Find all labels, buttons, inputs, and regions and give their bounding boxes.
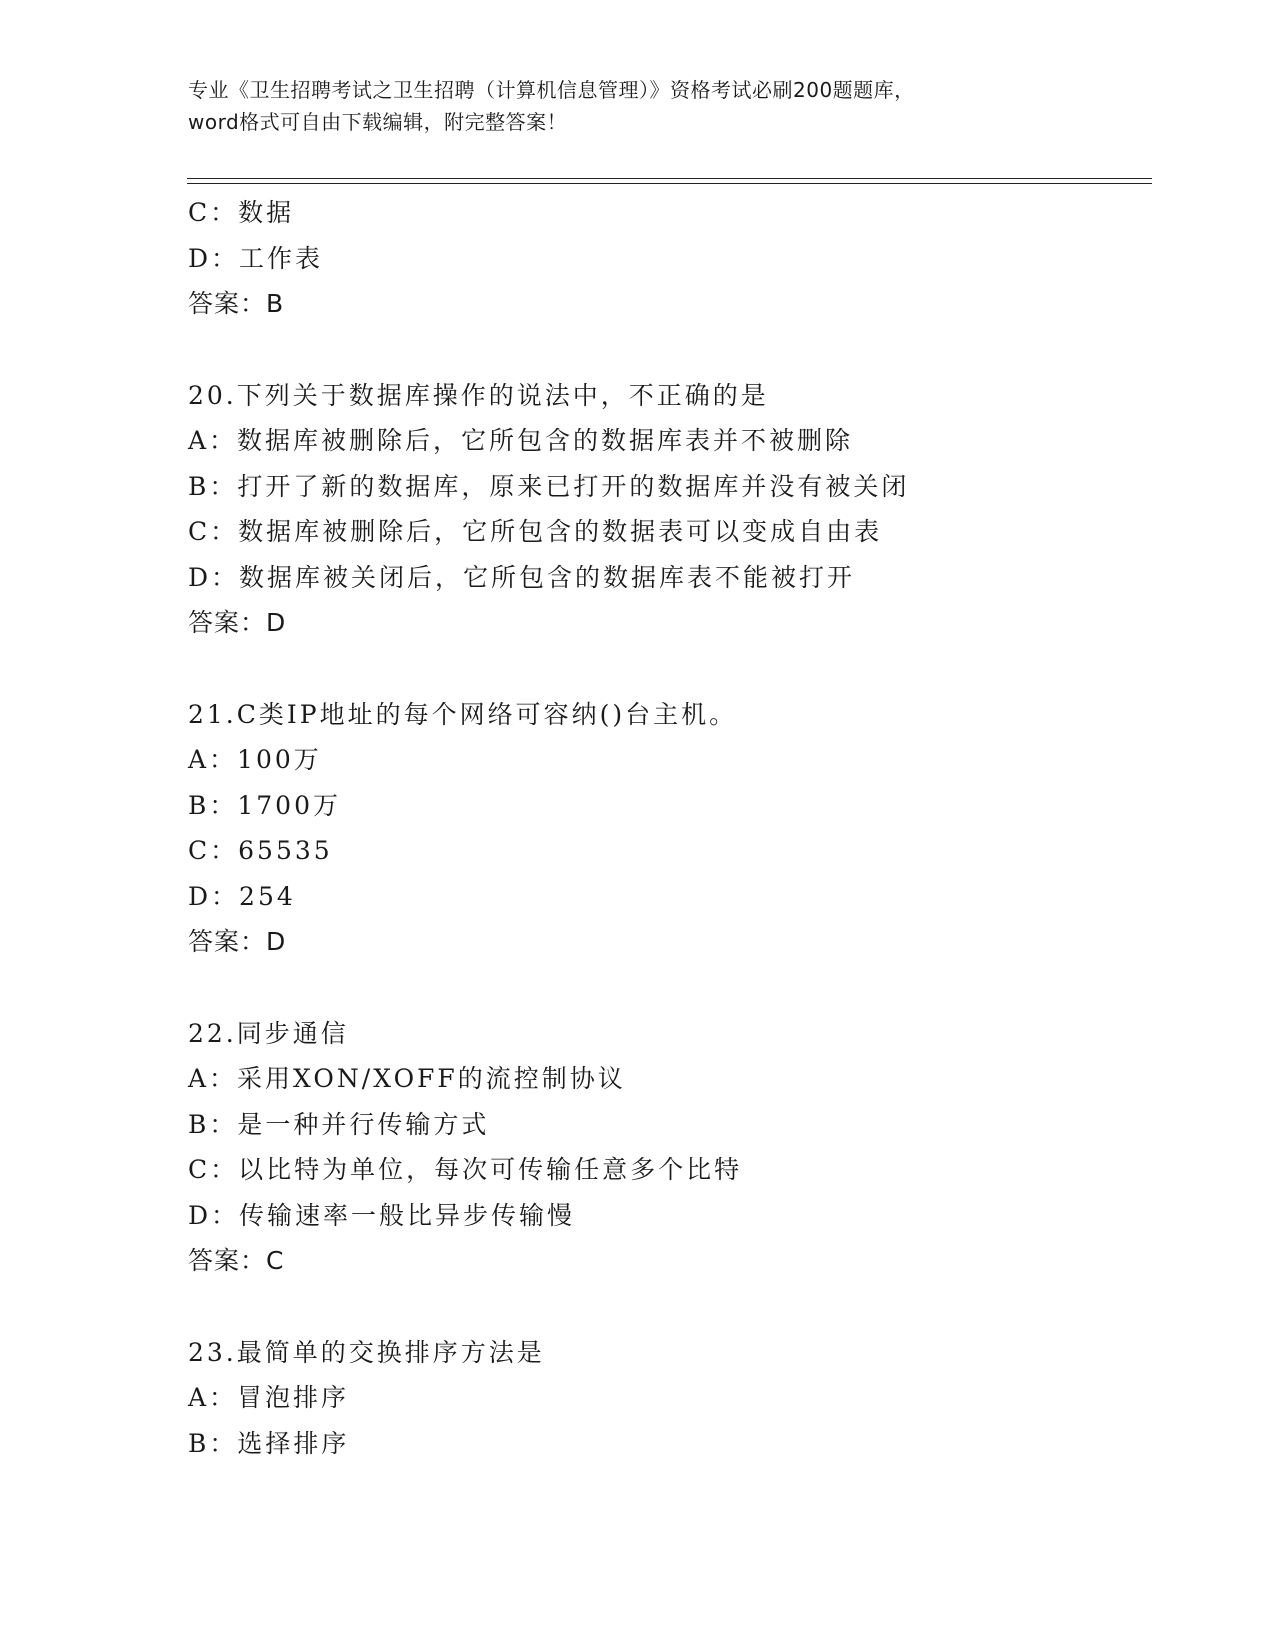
option-a: A：采用XON/XOFF的流控制协议 [188, 1064, 626, 1093]
option-d: D：传输速率一般比异步传输慢 [188, 1200, 576, 1230]
option-a: A：100万 [188, 745, 322, 774]
option-c: C：65535 [188, 836, 333, 865]
option-c: C：数据 [188, 198, 295, 227]
question-22 [188, 1011, 1168, 1284]
header-divider-top [187, 178, 1152, 179]
question-20 [188, 373, 1168, 646]
header-divider-bottom [187, 183, 1152, 184]
spacer [188, 646, 1168, 692]
option-a: A：数据库被删除后，它所包含的数据库表并不被删除 [188, 426, 854, 455]
question-21 [188, 692, 1168, 965]
question-stem: 21.C类IP地址的每个网络可容纳()台主机。 [188, 699, 738, 729]
option-a: A：冒泡排序 [188, 1383, 350, 1412]
option-d: D：254 [188, 881, 296, 911]
question-list [188, 190, 1168, 1466]
spacer [188, 1284, 1168, 1330]
option-d: D：工作表 [188, 243, 324, 273]
answer-line: 答案：C [188, 1246, 285, 1275]
option-b: B：打开了新的数据库，原来已打开的数据库并没有被关闭 [188, 471, 910, 501]
answer-line: 答案：B [188, 289, 285, 318]
header-line-2: word格式可自由下载编辑，附完整答案！ [188, 110, 568, 134]
option-b: B：是一种并行传输方式 [188, 1109, 490, 1139]
spacer [188, 965, 1168, 1011]
option-b: B：1700万 [188, 790, 341, 820]
option-c: C：数据库被删除后，它所包含的数据表可以变成自由表 [188, 517, 883, 546]
question-stem: 20.下列关于数据库操作的说法中，不正确的是 [188, 380, 769, 410]
answer-line: 答案：D [188, 927, 287, 956]
document-header [188, 74, 1088, 138]
option-c: C：以比特为单位，每次可传输任意多个比特 [188, 1155, 743, 1184]
option-b: B：选择排序 [188, 1428, 350, 1458]
header-line-1: 专业《卫生招聘考试之卫生招聘（计算机信息管理）》资格考试必刷200题题库， [188, 78, 915, 102]
question-19-partial [188, 190, 1168, 327]
question-stem: 22.同步通信 [188, 1018, 349, 1048]
question-23 [188, 1330, 1168, 1467]
answer-line: 答案：D [188, 608, 287, 637]
option-d: D：数据库被关闭后，它所包含的数据库表不能被打开 [188, 562, 856, 592]
spacer [188, 327, 1168, 373]
question-stem: 23.最简单的交换排序方法是 [188, 1337, 545, 1367]
